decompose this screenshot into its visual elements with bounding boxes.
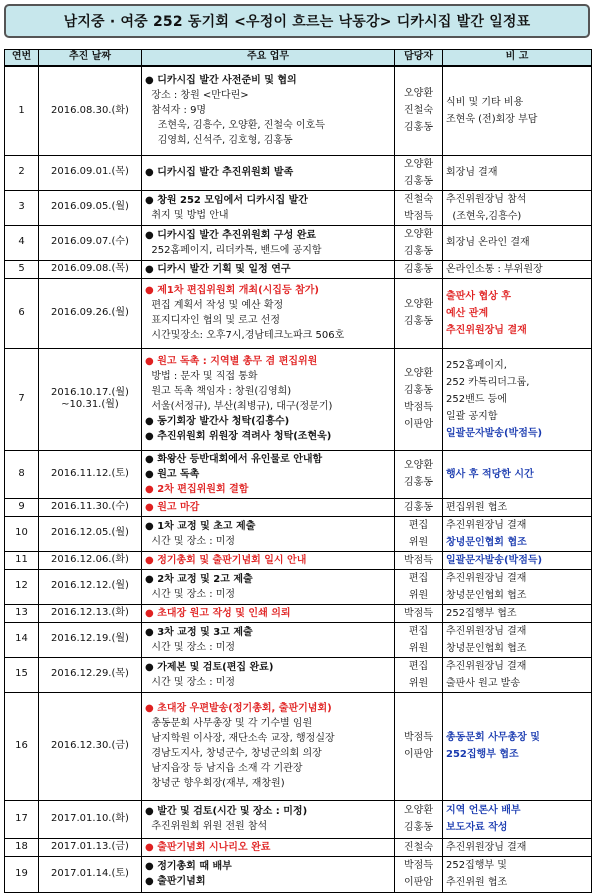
page-title [4,4,590,38]
task-line: 총동문회 사무총장 및 각 기수별 임원 [145,718,313,729]
row-tasks [142,856,395,892]
task-line: ● 디카시집 발간 추진위원회 구성 완료 [145,229,317,241]
row-owner: 편집 위원 [395,569,443,604]
row-note [443,838,592,856]
task-line: ● 동기회장 발간사 청탁(김흥수) [145,416,290,427]
note-line: 출판사 원고 발송 [446,677,520,689]
row-note [443,348,592,450]
note-line: 총동문회 사무총장 및 [446,732,540,743]
table-row [5,569,592,604]
table-row [5,278,592,348]
row-number: 3 [5,190,39,225]
task-line: 원고 독촉 책임자 : 창원(김영희) [145,386,292,397]
note-line: 조현욱 (전)회장 부담 [446,113,538,125]
task-line: ● 디카시집 발간 사전준비 및 협의 [145,75,297,87]
row-date: 2016.09.08.(목) [39,260,142,278]
task-line: ● 출판기념회 [145,876,206,887]
row-note [443,278,592,348]
row-tasks [142,516,395,551]
table-row [5,190,592,225]
row-note [443,190,592,225]
row-date: 2016.11.12.(토) [39,450,142,498]
row-tasks [142,800,395,838]
row-note [443,260,592,278]
row-number: 19 [5,856,39,892]
row-date: 2016.09.05.(월) [39,190,142,225]
task-line: ● 추진위원회 위원장 격려사 청탁(조현욱) [145,431,332,442]
row-owner: 진철숙 박점득 [395,190,443,225]
task-line: 표지디자인 협의 및 로고 선정 [145,315,280,326]
row-date: 2016.08.30.(화) [39,66,142,155]
task-line: ● 원고 독촉 [145,468,200,480]
task-line: ● 정기총회 및 출판기념회 일시 안내 [145,554,307,566]
row-number: 12 [5,569,39,604]
schedule-body [5,66,592,892]
row-owner: 오양환 김홍동 [395,450,443,498]
note-line: 회장님 결재 [446,167,498,178]
task-line: ● 1차 교정 및 초고 제출 [145,520,256,532]
note-line: 온라인소통 : 부위원장 [446,263,543,275]
row-date: 2016.12.13.(화) [39,604,142,622]
task-line: 창녕군 향우회장(재부, 재창원) [145,778,285,789]
row-owner: 오양환 진철숙 김홍동 [395,66,443,155]
note-line: 추진위원장님 참석 [446,193,527,205]
row-tasks [142,838,395,856]
task-line: 참석자 : 9명 [145,105,207,117]
note-line: 편집위원 협조 [446,501,508,513]
note-line: 추진위원장님 결재 [446,519,527,531]
task-line: ● 화왕산 등반대회에서 유인물로 안내함 [145,453,323,465]
note-line: 추진위원장님 결재 [446,660,527,672]
row-number: 15 [5,657,39,692]
task-line: 시간 및 장소 : 미정 [145,588,236,600]
task-line: 252홈페이지, 리더카톡, 밴드에 공지함 [145,244,322,256]
note-line: 창녕문인협회 협조 [446,589,527,601]
note-line: 추진위원 협조 [446,877,508,888]
row-number: 17 [5,800,39,838]
task-line: 편집 계획서 작성 및 예산 확정 [145,300,284,311]
task-line: ● 2차 편집위원회 결함 [145,483,249,495]
row-date: 2016.12.12.(월) [39,569,142,604]
row-owner: 김홍동 [395,260,443,278]
note-line: 지역 언론사 배부 [446,805,521,816]
row-owner: 오양환 김홍동 [395,225,443,260]
task-line: ● 초대장 원고 작성 및 인쇄 의뢰 [145,607,291,619]
task-line: ● 2차 교정 및 2고 제출 [145,573,253,585]
row-note [443,450,592,498]
table-row [5,657,592,692]
row-owner: 편집 위원 [395,622,443,657]
row-date: 2017.01.14.(토) [39,856,142,892]
note-line: 252집행부 협조 [446,749,519,760]
row-tasks [142,622,395,657]
table-row [5,622,592,657]
row-number: 14 [5,622,39,657]
table-row [5,692,592,800]
row-date: 2017.01.10.(화) [39,800,142,838]
row-date: 2016.12.05.(월) [39,516,142,551]
task-line: ● 원고 독촉 : 지역별 총무 겸 편집위원 [145,356,318,367]
row-owner: 오양환 김홍동 박점득 이판암 [395,348,443,450]
row-date: 2016.09.26.(월) [39,278,142,348]
note-line: 일괄문자발송(박점득) [446,427,543,439]
table-row [5,155,592,190]
task-line: ● 제1차 편집위원회 개최(시집등 참가) [145,285,319,296]
header-date: 추진 날짜 [39,50,142,67]
table-row [5,838,592,856]
row-owner: 진철숙 [395,838,443,856]
header-tasks: 주요 업무 [142,50,395,67]
task-line: 시간 및 장소 : 미정 [145,641,236,653]
note-line: 추진위원장님 결재 [446,625,527,637]
row-number: 18 [5,838,39,856]
task-line: ● 디카시 발간 기획 및 일정 연구 [145,263,291,275]
row-number: 10 [5,516,39,551]
row-date: 2016.12.29.(목) [39,657,142,692]
task-line: 시간및장소: 오후7시,경남테크노파크 506호 [145,330,345,341]
table-row [5,604,592,622]
note-line: (조현욱,김흥수) [446,210,522,222]
row-owner: 박점득 [395,551,443,569]
task-line: 조현욱, 김흥수, 오양환, 진철숙 이호득 [145,120,325,132]
table-row [5,66,592,155]
row-owner: 박점득 이판암 [395,692,443,800]
schedule-table [4,49,592,893]
row-number: 16 [5,692,39,800]
header-owner: 담당자 [395,50,443,67]
note-line: 252집행부 및 [446,860,507,871]
row-note [443,800,592,838]
task-line: ● 3차 교정 및 3고 제출 [145,626,253,638]
table-row [5,348,592,450]
task-line: 방법 : 문자 및 직접 통화 [145,371,258,382]
row-tasks [142,155,395,190]
header-no: 연번 [5,50,39,67]
row-note [443,516,592,551]
note-line: 회장님 온라인 결재 [446,237,530,248]
row-owner: 오양환 김홍동 [395,155,443,190]
row-number: 5 [5,260,39,278]
note-line: 행사 후 적당한 시간 [446,468,534,480]
row-note [443,66,592,155]
note-line: 추진위원장님 결재 [446,841,527,853]
row-note [443,498,592,516]
table-row [5,260,592,278]
task-line: 취지 및 방법 안내 [145,209,229,221]
row-owner: 김홍동 [395,498,443,516]
note-line: 식비 및 기타 비용 [446,96,524,108]
row-owner: 오양환 김홍동 [395,800,443,838]
row-tasks [142,450,395,498]
row-note [443,856,592,892]
row-note [443,622,592,657]
row-owner: 편집 위원 [395,657,443,692]
page-title-text: 남지중 · 여중 252 동기회 <우정이 흐르는 낙동강> 디카시집 발간 일정표 [63,14,531,30]
task-line: 장소 : 창원 <만다린> [145,90,249,102]
table-row [5,498,592,516]
table-row [5,450,592,498]
row-date: 2016.10.17.(월) ~10.31.(월) [39,348,142,450]
row-number: 13 [5,604,39,622]
row-date: 2017.01.13.(금) [39,838,142,856]
task-line: ● 초대장 우편발송(정기총회, 출판기념회) [145,703,332,714]
table-row [5,800,592,838]
note-line: 보도자료 작성 [446,822,508,833]
row-date: 2016.11.30.(수) [39,498,142,516]
row-number: 2 [5,155,39,190]
note-line: 252홈페이지, [446,359,507,371]
row-tasks [142,348,395,450]
note-line: 일괄 공지함 [446,410,498,422]
task-line: 시간 및 장소 : 미정 [145,676,236,688]
row-note [443,569,592,604]
table-row [5,551,592,569]
note-line: 252집행부 협조 [446,607,517,619]
note-line: 창녕문인협회 협조 [446,536,527,548]
table-row [5,225,592,260]
row-note [443,657,592,692]
row-tasks [142,569,395,604]
task-line: ● 창원 252 모임에서 디카시집 발간 [145,194,308,206]
row-owner: 박점득 [395,604,443,622]
note-line: 252밴드 등에 [446,393,507,405]
task-line: 시간 및 장소 : 미정 [145,535,236,547]
note-line: 추진위원장님 결재 [446,572,527,584]
note-line: 252 카톡리더그룹, [446,376,530,388]
note-line: 창녕문인협회 협조 [446,642,527,654]
row-tasks [142,551,395,569]
row-owner: 오양환 김홍동 [395,278,443,348]
table-row [5,516,592,551]
header-note: 비 고 [443,50,592,67]
task-line: 서울(서정규), 부산(최병규), 대구(정문기) [145,401,333,412]
row-note [443,692,592,800]
row-tasks [142,260,395,278]
row-date: 2016.09.07.(수) [39,225,142,260]
note-line: 예산 관계 [446,307,489,319]
row-date: 2016.09.01.(목) [39,155,142,190]
row-tasks [142,692,395,800]
row-note [443,155,592,190]
task-line: 남지읍장 등 남지읍 소재 각 기관장 [145,763,303,774]
row-date: 2016.12.06.(화) [39,551,142,569]
row-tasks [142,498,395,516]
row-number: 1 [5,66,39,155]
task-line: 김영희, 신석주, 김호형, 김홍동 [145,135,293,147]
row-note [443,225,592,260]
row-owner: 편집 위원 [395,516,443,551]
task-line: ● 정기총회 때 배부 [145,861,232,872]
row-tasks [142,66,395,155]
task-line: ● 출판기념회 시나리오 완료 [145,841,271,853]
row-number: 4 [5,225,39,260]
row-number: 9 [5,498,39,516]
row-number: 6 [5,278,39,348]
note-line: 추진위원장님 결재 [446,324,527,336]
row-owner: 박점득 이판암 [395,856,443,892]
task-line: 남지학원 이사장, 재단소속 교장, 행정실장 [145,733,335,744]
table-row [5,856,592,892]
row-number: 8 [5,450,39,498]
note-line: 일괄문자발송(박점득) [446,554,543,566]
table-header-row [5,50,592,67]
task-line: ● 가제본 및 검토(편집 완료) [145,661,274,673]
row-number: 11 [5,551,39,569]
row-tasks [142,190,395,225]
task-line: ● 디카시집 발간 추진위원회 발족 [145,167,294,178]
task-line: ● 발간 및 검토(시간 및 장소 : 미정) [145,806,308,817]
row-tasks [142,225,395,260]
row-tasks [142,278,395,348]
row-note [443,551,592,569]
task-line: 경남도지사, 창녕군수, 창녕군의회 의장 [145,748,322,759]
task-line: ● 원고 마감 [145,501,200,513]
note-line: 출판사 협상 후 [446,290,511,302]
row-note [443,604,592,622]
row-date: 2016.12.30.(금) [39,692,142,800]
row-tasks [142,657,395,692]
row-number: 7 [5,348,39,450]
row-tasks [142,604,395,622]
row-date: 2016.12.19.(월) [39,622,142,657]
task-line: 추진위원회 위원 전원 참석 [145,821,268,832]
